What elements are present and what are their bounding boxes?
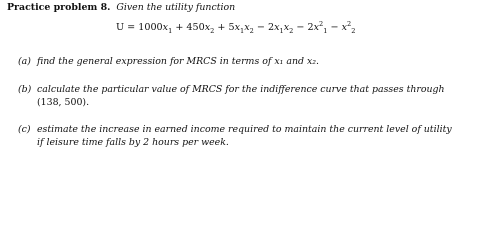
part-label: (c): [18, 124, 31, 135]
eq-sup: 2: [347, 19, 352, 28]
part-c: [18, 124, 478, 149]
eq-sub: 2: [210, 26, 215, 35]
eq-sub: 2: [289, 26, 294, 35]
part-b: [18, 84, 478, 109]
eq-lhs: U: [116, 22, 125, 33]
eq-sub: 1: [323, 26, 328, 35]
eq-var: x: [162, 22, 169, 33]
part-a: [18, 56, 478, 69]
eq-sub: 2: [351, 26, 356, 35]
eq-sub: 1: [240, 26, 245, 35]
part-text: calculate the particular value of MRCS for the indifference curve that passes through: [37, 84, 445, 95]
problem-label: Practice problem 8.: [7, 2, 111, 13]
eq-equals: =: [124, 22, 139, 33]
eq-var: x: [204, 22, 211, 33]
eq-term3-coef: + 5: [214, 22, 235, 33]
utility-function-equation: [116, 19, 356, 35]
eq-term4-coef: − 2: [253, 22, 275, 33]
eq-var: x: [283, 22, 290, 33]
eq-var: x: [341, 22, 347, 33]
eq-sub: 1: [279, 26, 284, 35]
part-label: (a): [18, 56, 31, 67]
eq-term6-sign: −: [327, 22, 342, 33]
eq-sup: 2: [319, 19, 324, 28]
part-text: find the general expression for MRCS in terms of x₁ and x₂.: [37, 56, 319, 67]
part-continuation: (138, 500).: [37, 96, 90, 108]
eq-var: x: [244, 22, 250, 33]
problem-heading: [7, 2, 235, 15]
eq-var: x: [234, 22, 241, 33]
eq-sub: 2: [249, 26, 254, 35]
eq-term1-coef: 1000: [138, 22, 163, 33]
problem-intro: Given the utility function: [116, 2, 236, 13]
eq-term2-coef: + 450: [172, 22, 205, 33]
part-continuation: if leisure time falls by 2 hours per week.: [37, 136, 229, 148]
eq-var: x: [274, 22, 280, 33]
eq-var: x: [313, 22, 320, 33]
eq-term5-coef: − 2: [293, 22, 314, 33]
part-text: estimate the increase in earned income required to maintain the current level of utility: [37, 124, 452, 135]
part-label: (b): [18, 84, 32, 95]
eq-sub: 1: [168, 26, 173, 35]
